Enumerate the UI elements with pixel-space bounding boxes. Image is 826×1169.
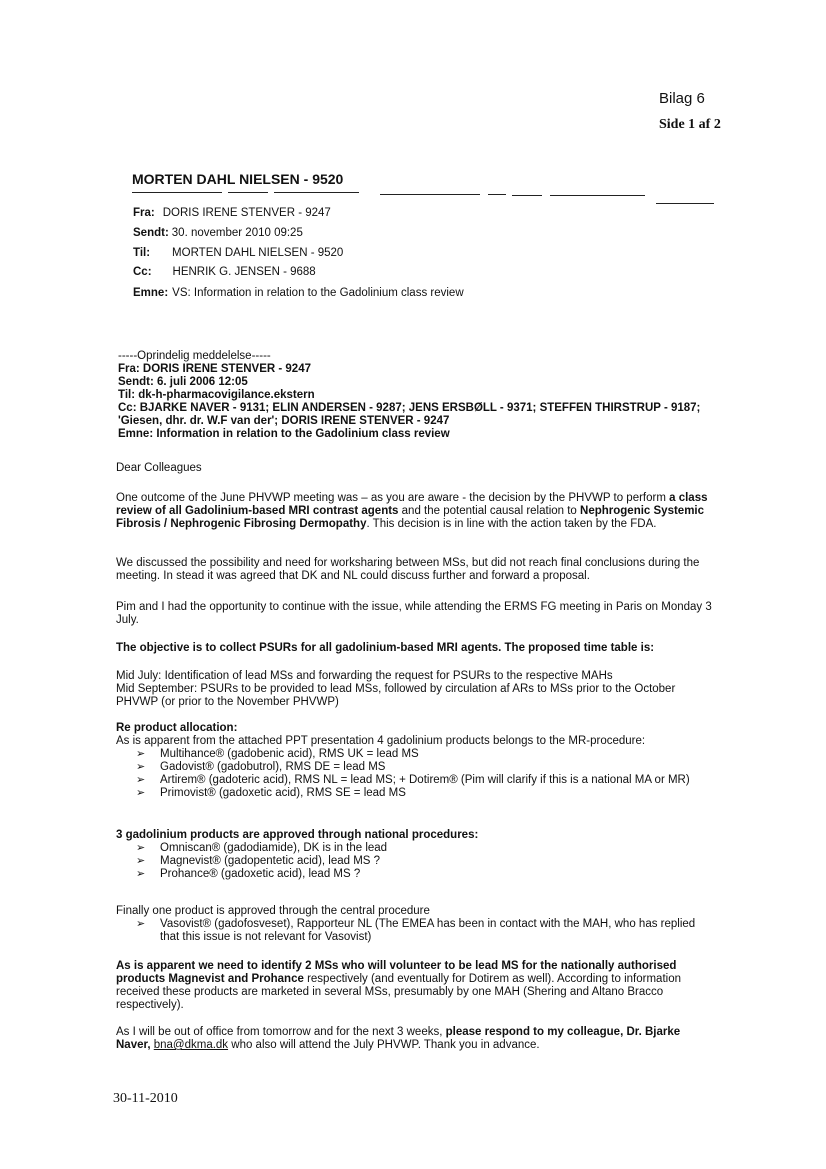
mail-from-value: DORIS IRENE STENVER - 9247 [162, 207, 331, 219]
mail-sent-row [133, 227, 303, 239]
timetable-line-1: Mid July: Identification of lead MSs and forwarding the request for PSURs to the respective MAHs [116, 670, 613, 682]
product-allocation-heading: Re product allocation: [116, 722, 238, 734]
mr-procedure-intro: As is apparent from the attached PPT presentation 4 gadolinium products belongs to the MR-procedure: [116, 735, 646, 747]
timetable [116, 670, 714, 709]
national-procedures-intro: 3 gadolinium products are approved through national procedures: [116, 829, 479, 841]
central-procedure-section [116, 905, 714, 944]
paragraph-3: Pim and I had the opportunity to continue with the issue, while attending the ERMS FG meeting in Paris on Monday 3 July. [116, 601, 712, 626]
mail-subject-label: Emne: [133, 287, 169, 299]
p1-bold-a: a class review of all Gadolinium-based MRI contrast agents [116, 492, 708, 517]
p6-bold: As is apparent we need to identify 2 MSs who will volunteer to be lead MS for the nationally authorised products Magnevist and Prohance [116, 960, 677, 985]
list-item: ➢ Magnevist® (gadopentetic acid), lead MS ? [116, 855, 714, 868]
mail-from-label: Fra: [133, 207, 155, 219]
mail-cc-row [133, 266, 316, 278]
p1-bold-b: Nephrogenic Systemic Fibrosis / Nephrogenic Fibrosing Dermopathy [116, 505, 705, 530]
list-item: ➢ Prohance® (gadoxetic acid), lead MS ? [116, 868, 714, 881]
list-item: ➢ Vasovist® (gadofosveset), Rapporteur NL (The EMEA has been in contact with the MAH, who has replied that this issue is not relevant for Vasovist) [116, 918, 714, 944]
original-from: Fra: DORIS IRENE STENVER - 9247 [118, 363, 311, 375]
original-subject: Emne: Information in relation to the Gadolinium class review [118, 428, 450, 440]
paragraph-closing [116, 1026, 714, 1052]
p6-text: respectively (and eventually for Dotirem as well). According to information received these products are marketed in several MSs, presumably by one MAH (Shering and Altano Bracco respectively). [116, 973, 681, 1011]
paragraph-2: We discussed the possibility and need for worksharing between MSs, but did not reach final conclusions during the meeting. In stead it was agreed that DK and NL could discuss further and forward a proposal. [116, 557, 700, 582]
original-sent: Sendt: 6. juli 2006 12:05 [118, 376, 248, 388]
mail-sent-label: Sendt: [133, 227, 169, 239]
mail-cc-label: Cc: [133, 266, 152, 278]
mail-subject-row [133, 287, 464, 299]
product-allocation-section [116, 722, 714, 800]
page-number: Side 1 af 2 [659, 117, 721, 132]
list-item: ➢ Primovist® (gadoxetic acid), RMS SE = lead MS [116, 787, 714, 800]
mail-subject-value: VS: Information in relation to the Gadolinium class review [172, 287, 464, 299]
list-item: ➢ Gadovist® (gadobutrol), RMS DE = lead MS [116, 761, 714, 774]
footer-date: 30-11-2010 [113, 1091, 178, 1106]
list-item: ➢ Multihance® (gadobenic acid), RMS UK = lead MS [116, 748, 714, 761]
p1-text-b: and the potential causal relation to [398, 505, 581, 517]
mail-sent-value: 30. november 2010 09:25 [171, 227, 303, 239]
recipient-name-header: MORTEN DAHL NIELSEN - 9520 [132, 171, 344, 187]
paragraph-1 [116, 492, 714, 531]
original-to: Til: dk-h-pharmacovigilance.ekstern [118, 389, 315, 401]
p1-text-c: . This decision is in line with the action taken by the FDA. [366, 518, 657, 530]
original-message-header [118, 350, 718, 441]
paragraph-volunteer [116, 960, 714, 1012]
central-procedure-intro: Finally one product is approved through the central procedure [116, 905, 430, 917]
attachment-label: Bilag 6 [659, 90, 705, 107]
original-cc: Cc: BJARKE NAVER - 9131; ELIN ANDERSEN - 9287; JENS ERSBØLL - 9371; STEFFEN THIRSTRUP - 9187; 'Giesen, dhr. dr. W.F van der'; DORIS IRENE STENVER - 9247 [118, 402, 701, 427]
original-marker: -----Oprindelig meddelelse----- [118, 350, 271, 362]
mail-to-row [133, 247, 343, 259]
p1-text-a: One outcome of the June PHVWP meeting was – as you are aware - the decision by the PHVWP to perform [116, 492, 670, 504]
paragraph-objective: The objective is to collect PSURs for all gadolinium-based MRI agents. The proposed time table is: [116, 642, 655, 654]
email-link[interactable]: bna@dkma.dk [153, 1039, 229, 1051]
p7-text-a: As I will be out of office from tomorrow and for the next 3 weeks, [116, 1026, 446, 1038]
mail-to-value: MORTEN DAHL NIELSEN - 9520 [172, 247, 344, 259]
national-procedures-section [116, 829, 714, 881]
mail-to-label: Til: [133, 247, 151, 259]
mail-from-row [133, 207, 331, 219]
mail-cc-value: HENRIK G. JENSEN - 9688 [172, 266, 316, 278]
greeting: Dear Colleagues [116, 462, 202, 474]
timetable-line-2: Mid September: PSURs to be provided to lead MSs, followed by circulation af ARs to MSs prior to the October PHVWP (or prior to the November PHVWP) [116, 683, 676, 708]
list-item: ➢ Artirem® (gadoteric acid), RMS NL = lead MS; + Dotirem® (Pim will clarify if this is a national MA or MR) [116, 774, 714, 787]
p7-bold: please respond to my colleague, Dr. Bjarke Naver, [116, 1026, 681, 1051]
list-item: ➢ Omniscan® (gadodiamide), DK is in the lead [116, 842, 714, 855]
p7-text-b: who also will attend the July PHVWP. Thank you in advance. [228, 1039, 540, 1051]
